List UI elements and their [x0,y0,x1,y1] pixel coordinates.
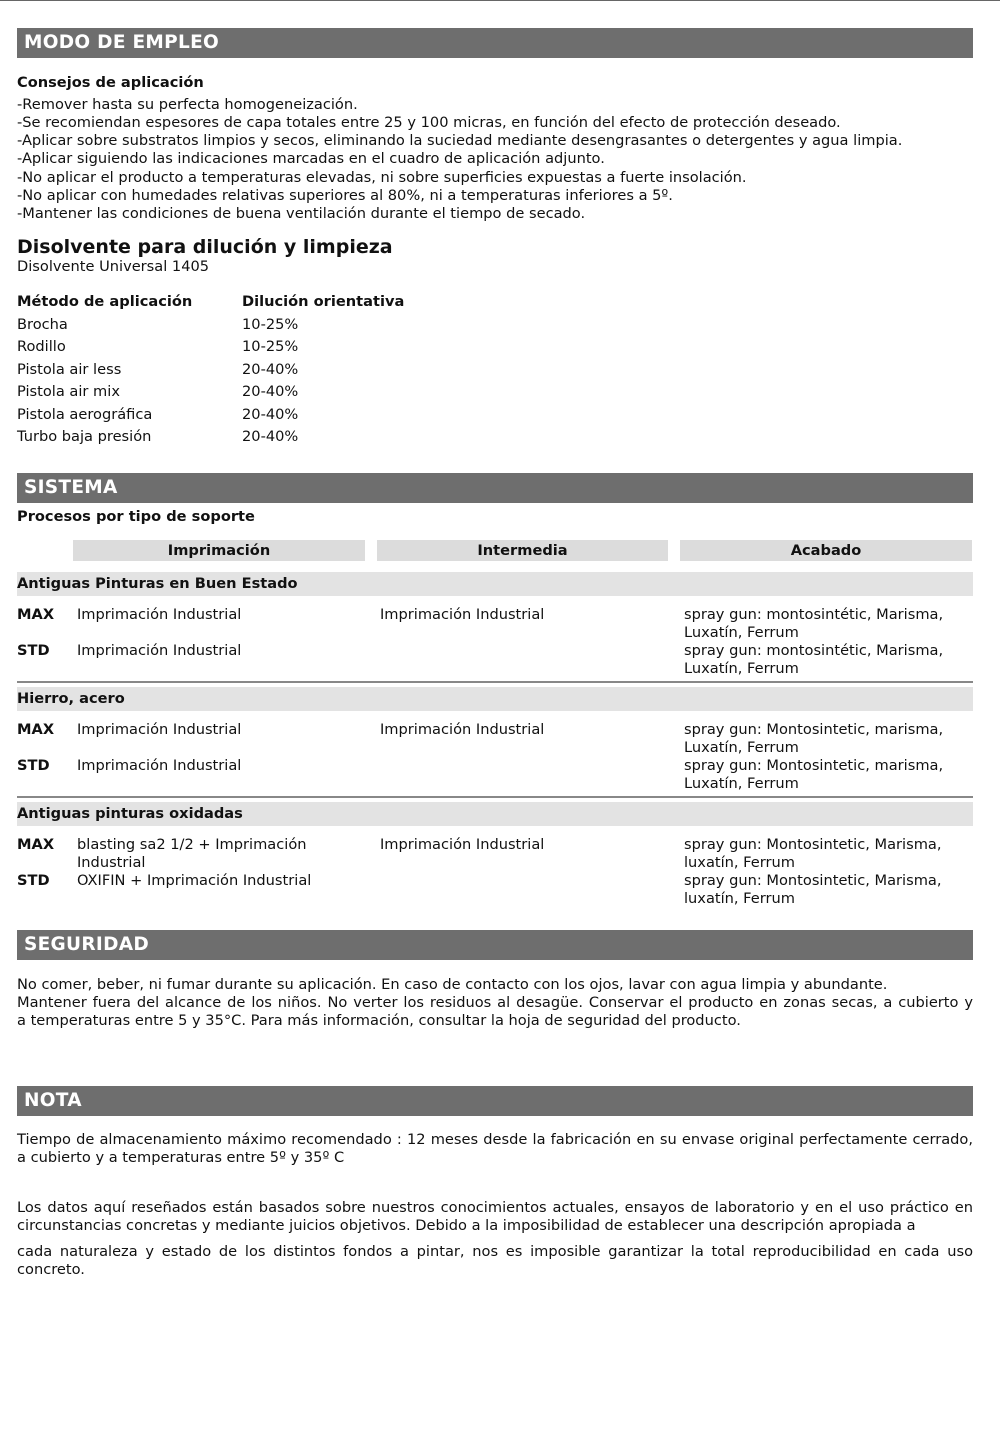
level-label: MAX [17,836,55,853]
disolvente-title: Disolvente para dilución y limpieza [17,236,393,258]
column-header-intermedia: Intermedia [377,540,668,561]
seguridad-line: No comer, beber, ni fumar durante su aplicación. En caso de contacto con los ojos, lavar con agua limpia y abundante. [17,976,888,993]
section-header-modo-empleo: MODO DE EMPLEO [17,28,973,58]
metodo-name: Pistola air less [17,361,122,378]
acabado-cell: Luxatín, Ferrum [684,739,799,756]
intermedia-cell: Imprimación Industrial [380,721,545,738]
consejo-line: -Se recomiendan espesores de capa totales entre 25 y 100 micras, en función del efecto de protección deseado. [17,114,841,131]
nota-almacenamiento: Tiempo de almacenamiento máximo recomendado : 12 meses desde la fabricación en su envase original perfectamente cerrado, a cubierto y a temperaturas entre 5º y 35º C [17,1131,973,1166]
acabado-cell: Luxatín, Ferrum [684,624,799,641]
seguridad-line: Mantener fuera del alcance de los niños. No verter los residuos al desagüe. Conservar el producto en zonas secas, a cubierto y [17,994,973,1011]
level-label: STD [17,757,50,774]
dilucion-header: Dilución orientativa [242,293,405,310]
acabado-cell: luxatín, Ferrum [684,854,795,871]
acabado-cell: spray gun: Montosintetic, marisma, [684,721,944,738]
group-row-header: Antiguas Pinturas en Buen Estado [17,572,973,596]
group-row-header: Hierro, acero [17,687,973,711]
dilucion-value: 20-40% [242,383,299,400]
imprimacion-cell: Imprimación Industrial [77,757,242,774]
consejo-line: -No aplicar con humedades relativas superiores al 80%, ni a temperaturas inferiores a 5º. [17,187,673,204]
section-header-sistema: SISTEMA [17,473,973,503]
dilucion-value: 20-40% [242,428,299,445]
level-label: STD [17,872,50,889]
acabado-cell: Luxatín, Ferrum [684,775,799,792]
consejo-line: -Remover hasta su perfecta homogeneización. [17,96,358,113]
intermedia-cell: Imprimación Industrial [380,836,545,853]
group-separator [17,796,973,798]
group-row-header: Antiguas pinturas oxidadas [17,802,973,826]
dilucion-value: 20-40% [242,361,299,378]
imprimacion-cell: Imprimación Industrial [77,721,242,738]
metodo-header: Método de aplicación [17,293,193,310]
metodo-name: Pistola air mix [17,383,120,400]
acabado-cell: spray gun: Montosintetic, Marisma, [684,836,942,853]
metodo-name: Pistola aerográfica [17,406,153,423]
sistema-subtitle: Procesos por tipo de soporte [17,508,255,525]
level-label: STD [17,642,50,659]
nota-datos-1: Los datos aquí reseñados están basados sobre nuestros conocimientos actuales, ensayos de laboratorio y en el uso práctico en circunstancias concretas y mediante juicios objetivos. Debido a la imposibilidad de establecer una descripción apropiada a [17,1199,973,1234]
dilucion-value: 10-25% [242,316,299,333]
acabado-cell: spray gun: montosintétic, Marisma, [684,606,944,623]
consejo-line: -Mantener las condiciones de buena ventilación durante el tiempo de secado. [17,205,586,222]
imprimacion-cell: OXIFIN + Imprimación Industrial [77,872,312,889]
column-header-acabado: Acabado [680,540,972,561]
imprimacion-cell: Industrial [77,854,146,871]
nota-datos-2: cada naturaleza y estado de los distintos fondos a pintar, nos es imposible garantizar la total reproducibilidad en cada uso concreto. [17,1243,973,1278]
metodo-name: Turbo baja presión [17,428,152,445]
consejo-line: -Aplicar sobre substratos limpios y secos, eliminando la suciedad mediante desengrasantes o detergentes y agua limpia. [17,132,903,149]
acabado-cell: spray gun: Montosintetic, Marisma, [684,872,942,889]
intermedia-cell: Imprimación Industrial [380,606,545,623]
group-separator [17,681,973,683]
section-header-nota: NOTA [17,1086,973,1116]
disolvente-value: Disolvente Universal 1405 [17,258,210,275]
metodo-name: Brocha [17,316,68,333]
seguridad-line: a temperaturas entre 5 y 35°C. Para más información, consultar la hoja de seguridad del producto. [17,1012,741,1029]
consejos-title: Consejos de aplicación [17,74,204,91]
acabado-cell: spray gun: montosintétic, Marisma, [684,642,944,659]
section-header-seguridad: SEGURIDAD [17,930,973,960]
top-border-line [0,0,1000,1]
acabado-cell: luxatín, Ferrum [684,890,795,907]
level-label: MAX [17,606,55,623]
column-header-imprimacion: Imprimación [73,540,365,561]
acabado-cell: Luxatín, Ferrum [684,660,799,677]
metodo-name: Rodillo [17,338,66,355]
dilucion-value: 20-40% [242,406,299,423]
acabado-cell: spray gun: Montosintetic, marisma, [684,757,944,774]
dilucion-value: 10-25% [242,338,299,355]
level-label: MAX [17,721,55,738]
consejo-line: -No aplicar el producto a temperaturas elevadas, ni sobre superficies expuestas a fuerte insolación. [17,169,747,186]
consejo-line: -Aplicar siguiendo las indicaciones marcadas en el cuadro de aplicación adjunto. [17,150,605,167]
imprimacion-cell: Imprimación Industrial [77,642,242,659]
imprimacion-cell: blasting sa2 1/2 + Imprimación [77,836,307,853]
imprimacion-cell: Imprimación Industrial [77,606,242,623]
